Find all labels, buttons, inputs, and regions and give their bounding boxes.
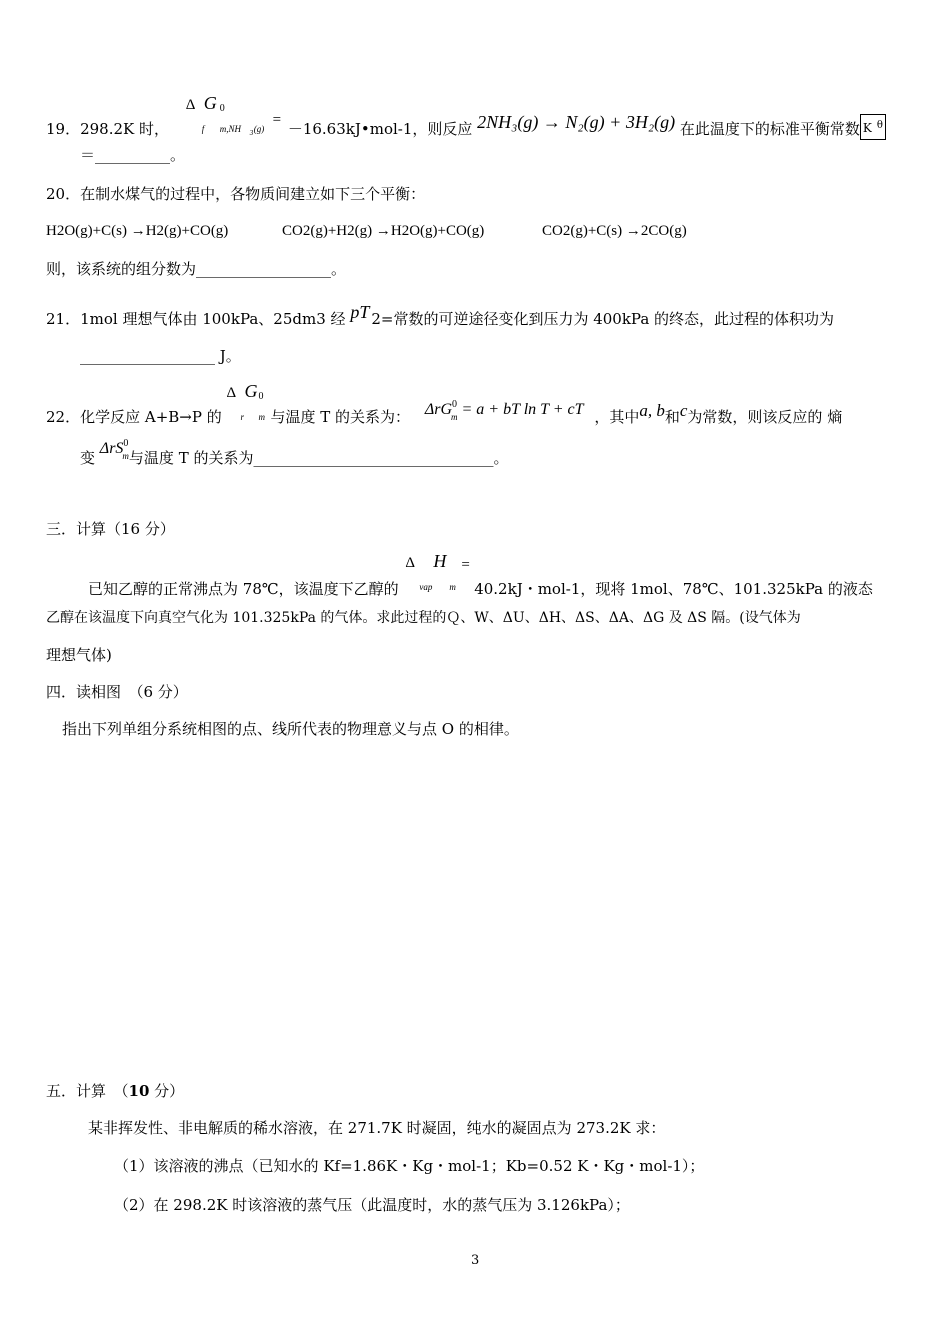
q20-line1: 20．在制水煤气的过程中，各物质间建立如下三个平衡： [46,185,426,203]
page-number: 3 [471,1253,480,1268]
sec3-heading: 三．计算（16 分） [46,520,175,538]
q22-formula: ΔrG$^0_m$ = a + bT ln T + cT [424,399,584,422]
q19-k-theta-box: K θ [860,114,886,140]
q22-delta-rg-symbol: Δ r G 0 m [226,381,265,422]
q20-line3: 则，该系统的组分数为__________________。 [46,260,347,278]
q19-number: 19．298.2K 时， [46,120,170,138]
q21-pT: pT [350,302,370,322]
q19-line1: 19．298.2K 时， Δ G 0 f m,NH 3 (g) = －16.63kJ•mol-1，则反应 2NH₃(g) → N₂(g) + 3H₂(g) 在此温度下的标准平衡常数 K θ [46,108,886,141]
sec3-p1: 已知乙醇的正常沸点为 78℃，该温度下乙醇的 Δ H vap m = 40.2kJ・mol-1，现将 1mol、78℃、101.325kPa 的液态 [88,551,873,598]
sec3-delta-h-symbol: Δ H vap m = [405,551,470,592]
sec5-item1: （1）该溶液的沸点（已知水的 Kf=1.86K・Kg・mol-1；Kb=0.52 K・Kg・mol-1）； [114,1157,705,1175]
q20-eq1: H2O(g)+C(s) →H2(g)+CO(g) [46,223,229,239]
q19-line2: ＝__________。 [80,146,186,164]
sec5-item2: （2）在 298.2K 时该溶液的蒸气压（此温度时，水的蒸气压为 3.126kPa）； [114,1196,630,1214]
sec4-p1: 指出下列单组分系统相图的点、线所代表的物理意义与点 O 的相律。 [62,720,519,738]
q19-delta-g-symbol: Δ G 0 f m,NH 3 (g) [185,93,265,137]
q22-line1: 22．化学反应 A+B→P 的 Δ r G 0 m 与温度 T 的关系为： ΔrG$^0_m$ = a + bT ln T + cT ，其中a, b和c为常数，则该反应的 熵 [46,381,843,426]
q22-delta-rs-symbol: ΔrS$^0_m$ [99,438,129,461]
q22-line2: 变 ΔrS$^0_m$与温度 T 的关系为________________________________。 [80,438,509,467]
q20-eq3: CO2(g)+C(s) →2CO(g) [542,223,687,239]
q21-line1: 21．1mol 理想气体由 100kPa、25dm3 经 pT 2=常数的可逆途径变化到压力为 400kPa 的终态，此过程的体积功为 [46,302,835,328]
q21-line2: __________________ J。 [80,347,241,365]
sec3-p3: 理想气体) [46,646,112,664]
q20-eq2: CO2(g)+H2(g) →H2O(g)+CO(g) [282,223,485,239]
q19-reaction: 2NH₃(g) → N₂(g) + 3H₂(g) [477,112,676,132]
sec5-p1: 某非挥发性、非电解质的稀水溶液，在 271.7K 时凝固，纯水的凝固点为 273.2K 求： [88,1119,666,1137]
sec4-heading: 四．读相图 （6 分） [46,683,188,701]
sec5-heading: 五．计算 （10 分） [46,1082,185,1100]
sec3-p2: 乙醇在该温度下向真空气化为 101.325kPa 的气体。求此过程的Ｑ、W、ΔU、ΔH、ΔS、ΔA、ΔG 及 ΔS 隔。(设气体为 [46,610,801,626]
